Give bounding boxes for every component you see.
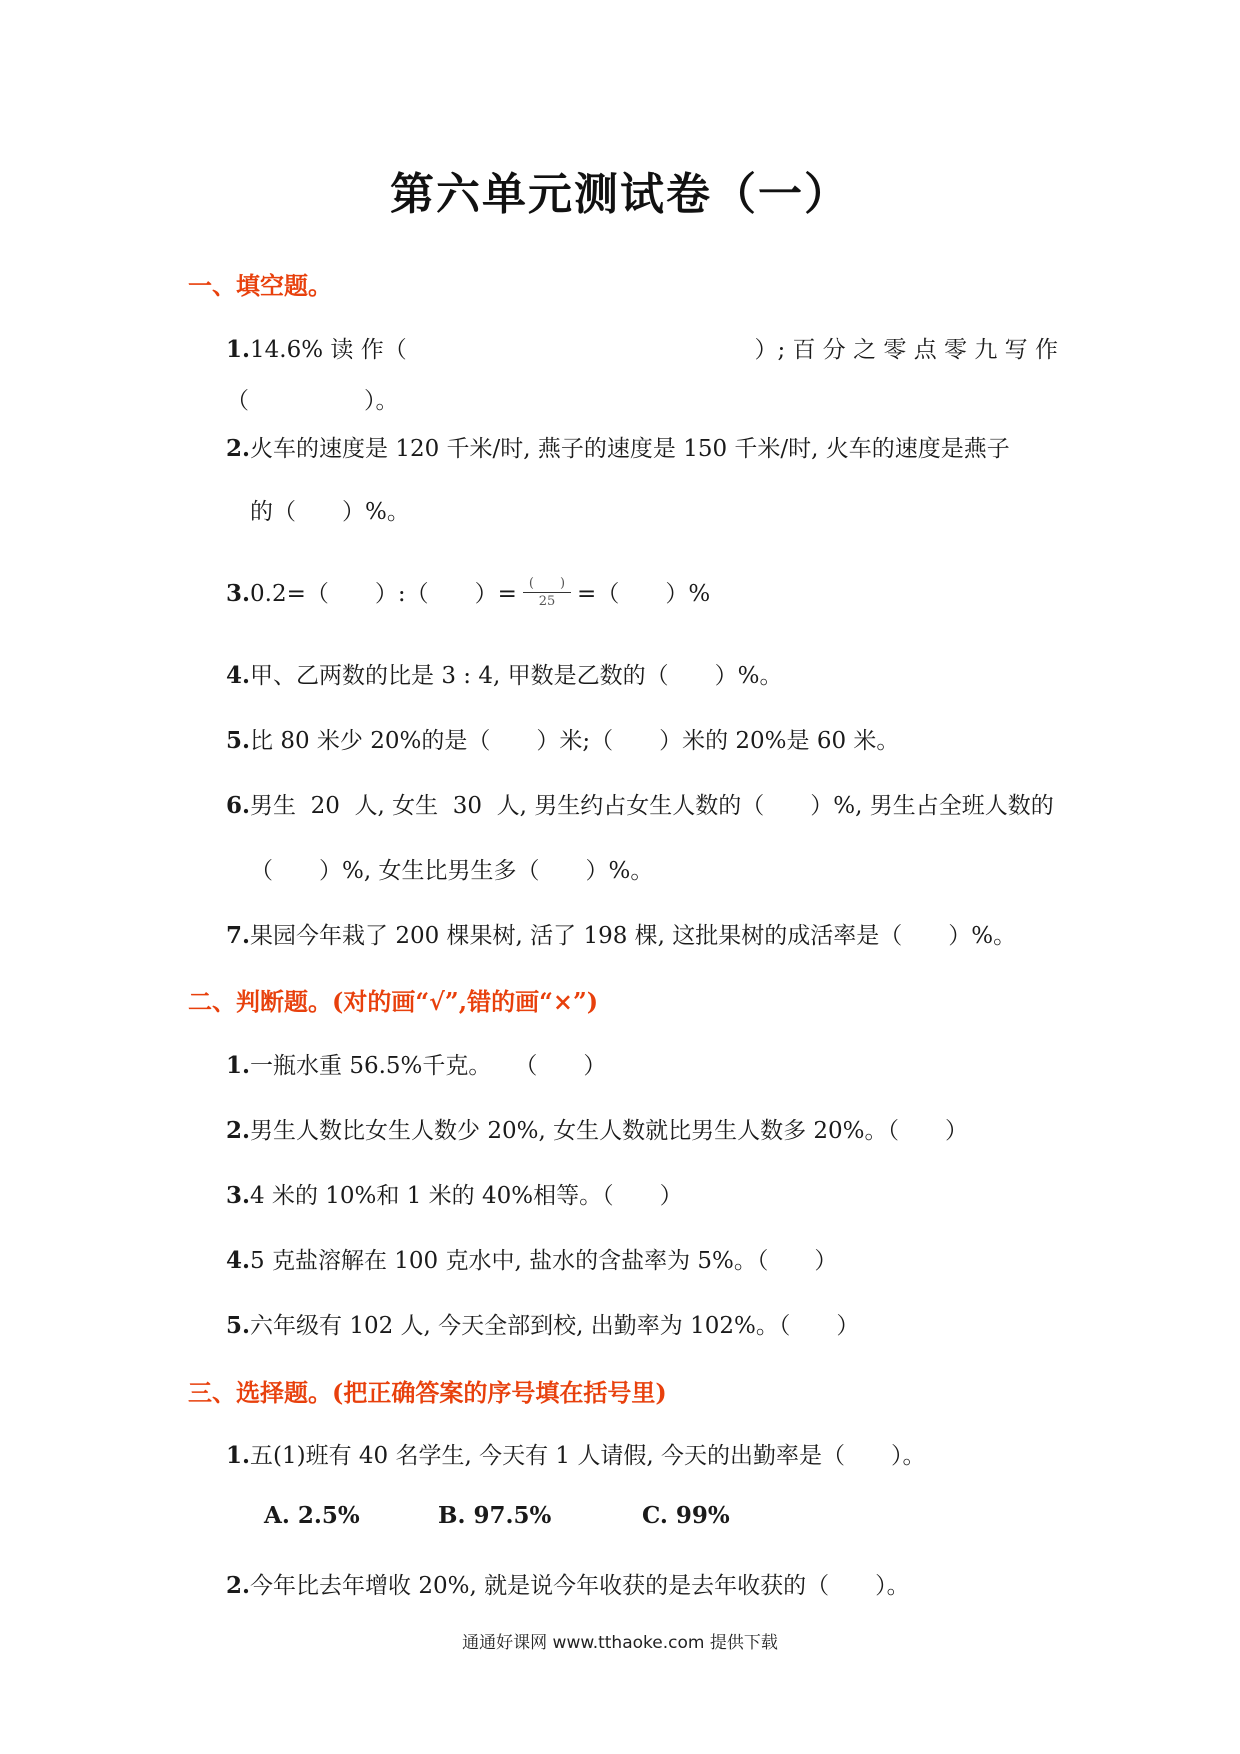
question-fill-1 [226,331,1058,364]
question-judge-5: 5.六年级有 102 人, 今天全部到校, 出勤率为 102%。（ ） [226,1312,860,1339]
question-judge-2: 2.男生人数比女生人数少 20%, 女生人数就比男生人数多 20%。（ ） [226,1117,969,1144]
question-fill-6: 6.男生 20 人, 女生 30 人, 男生约占女生人数的（ ）%, 男生占全班人数的 [226,792,1054,819]
question-fill-2-line2: 的（ ）%。 [250,499,410,525]
option-c: C. 99% [642,1502,730,1529]
fraction-over-25: $\frac{( )}{25}$ [523,577,571,609]
question-choice-2: 2.今年比去年增收 20%, 就是说今年收获的是去年收获的（ ）。 [226,1572,910,1599]
section-heading-multiple-choice: 三、选择题。(把正确答案的序号填在括号里) [188,1378,667,1407]
question-fill-1-part-a: 1.14.6% 读 作（ [226,336,407,363]
question-fill-6-line2: （ ）%, 女生比男生多（ ）%。 [250,858,654,884]
question-judge-4: 4.5 克盐溶解在 100 克水中, 盐水的含盐率为 5%。（ ） [226,1247,838,1274]
section-heading-fill-blank: 一、填空题。 [188,271,332,300]
page-title: 第六单元测试卷（一） [390,169,850,220]
section-heading-true-false: 二、判断题。(对的画“√”,错的画“×”) [188,987,599,1016]
question-choice-1: 1.五(1)班有 40 名学生, 今天有 1 人请假, 今天的出勤率是（ ）。 [226,1442,926,1469]
question-fill-5: 5.比 80 米少 20%的是（ ）米;（ ）米的 20%是 60 米。 [226,727,900,754]
question-judge-3: 3.4 米的 10%和 1 米的 40%相等。（ ） [226,1182,683,1209]
footer-source-credit: 通通好课网 www.tthaoke.com 提供下载 [462,1633,778,1653]
question-fill-7: 7.果园今年栽了 200 棵果树, 活了 198 棵, 这批果树的成活率是（ ）%。 [226,922,1017,949]
option-b: B. 97.5% [438,1502,552,1529]
question-fill-1-line2: （ ）。 [226,388,399,414]
option-a: A. 2.5% [264,1502,360,1529]
question-fill-3: 3.0.2=（ ）:（ ）= $\frac{( )}{25}$ =（ ）% [226,576,711,609]
question-judge-1: 1.一瓶水重 56.5%千克。 （ ） [226,1052,607,1079]
question-fill-2: 2.火车的速度是 120 千米/时, 燕子的速度是 150 千米/时, 火车的速度是燕子 [226,435,1010,462]
question-fill-1-part-b: ）; 百 分 之 零 点 零 九 写 作 [754,337,1058,363]
question-fill-4: 4.甲、乙两数的比是 3 : 4, 甲数是乙数的（ ）%。 [226,662,783,689]
